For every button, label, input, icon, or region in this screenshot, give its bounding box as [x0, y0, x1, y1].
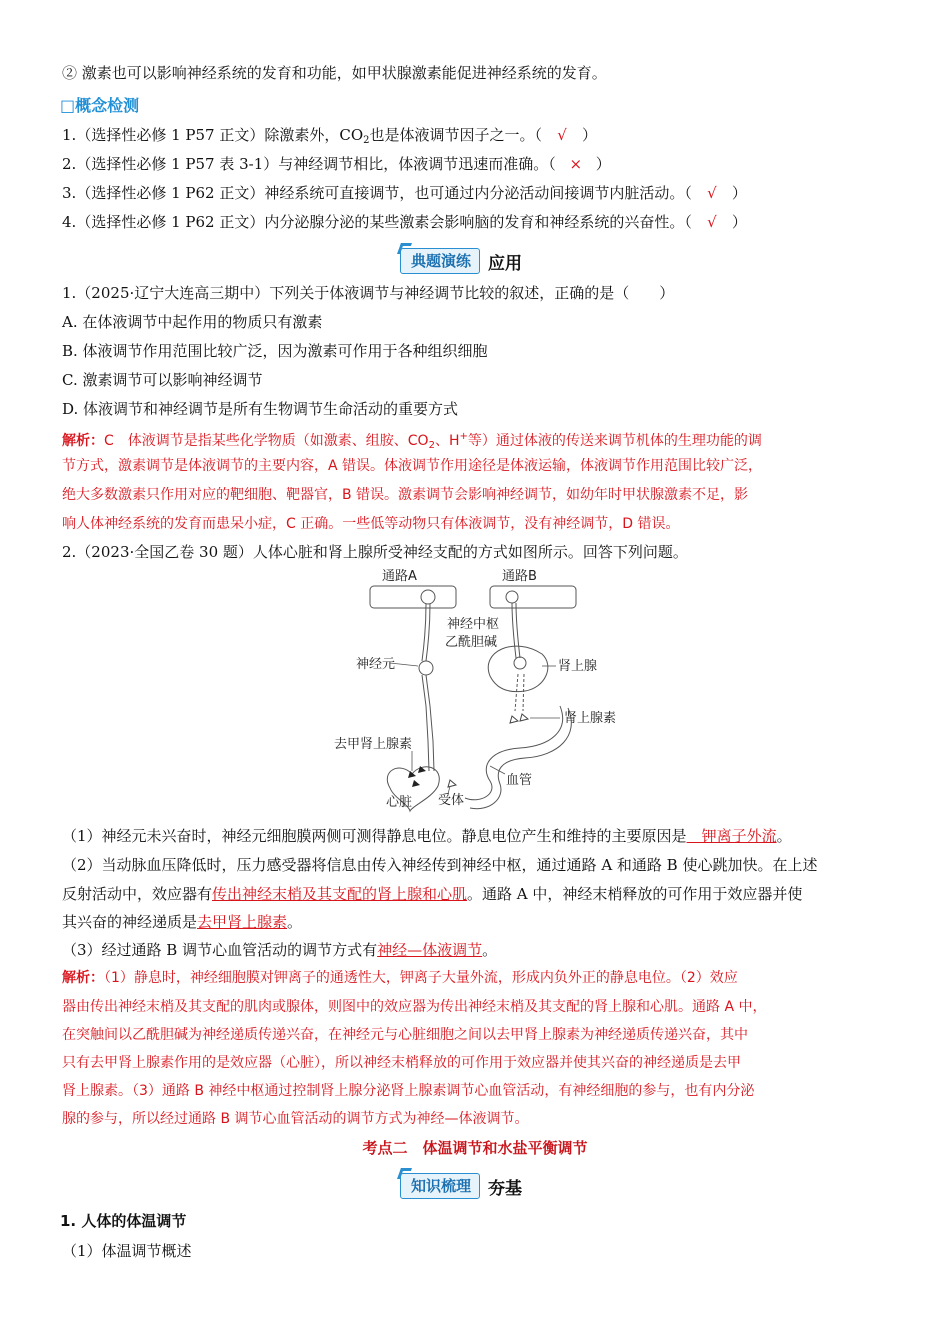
q2-analysis-line-3: 在突触间以乙酰胆碱为神经递质传递兴奋，在神经元与心脏细胞之间以去甲肾上腺素为神经递质传递兴奋，其中: [62, 1027, 748, 1043]
neuron-body: [419, 661, 433, 675]
label-path-a: 通路A: [382, 569, 417, 584]
check-mark: √: [707, 213, 717, 231]
label-vessel: 血管: [506, 773, 533, 788]
concept-check-heading: □概念检测: [60, 96, 140, 115]
q2-sub1: （1）神经元未兴奋时，神经元细胞膜两侧可测得静息电位。静息电位产生和维持的主要原因是 钾离子外流。: [62, 827, 792, 845]
answer-blank: 钾离子外流: [686, 827, 777, 845]
concept-item-2: 2.（选择性必修 1 P57 表 3-1）与神经调节相比，体液调节迅速而准确。（ × ）: [62, 155, 611, 173]
q1-analysis-line-1: 解析：C 体液调节是指某些化学物质（如激素、组胺、$CO_2$、H+等）通过体液的传送来调节机体的生理功能的调: [62, 431, 762, 451]
analysis-label: 解析：: [62, 970, 104, 986]
checkbox-icon: □: [60, 96, 76, 115]
q1-analysis-line-4: 响人体神经系统的发育而患呆小症，C 正确。一些低等动物只有体液调节，没有神经调节，D 错误。: [62, 516, 680, 532]
label-ach: 乙酰胆碱: [445, 635, 498, 650]
answer-blank: 传出神经末梢及其支配的肾上腺和心肌: [212, 885, 468, 903]
section-badge-knowledge: 知识梳理 夯基: [400, 1171, 522, 1201]
concept-item-1: 1.（选择性必修 1 P57 正文）除激素外，$CO_2$也是体液调节因子之一。（ √ ）: [62, 126, 598, 146]
section-badge-practice: 典题演练 应用: [400, 246, 522, 276]
path-a-cell: [421, 590, 435, 604]
heading-temperature-regulation: 1. 人体的体温调节: [60, 1212, 187, 1230]
section-title-kaodian: 考点二 体温调节和水盐平衡调节: [362, 1139, 588, 1157]
q2-analysis-line-5: 肾上腺素。（3）通路 B 神经中枢通过控制肾上腺分泌肾上腺素调节心血管活动，有神经细胞的参与，也有内分泌: [62, 1083, 755, 1099]
q2-analysis-line-6: 腺的参与，所以经过通路 B 调节心血管活动的调节方式为神经—体液调节。: [62, 1111, 529, 1127]
concept-item-4: 4.（选择性必修 1 P62 正文）内分泌腺分泌的某些激素会影响脑的发育和神经系统的兴奋性。（ √ ）: [62, 213, 747, 231]
path-b-axon: [512, 603, 516, 658]
check-mark: √: [557, 126, 567, 144]
path-b-box: [490, 586, 576, 608]
label-path-b: 通路B: [502, 569, 537, 584]
check-mark: √: [707, 184, 717, 202]
q1-analysis-line-3: 绝大多数激素只作用对应的靶细胞、靶器官，B 错误。激素调节会影响神经调节，如幼年时甲状腺激素不足，影: [62, 487, 749, 503]
q1-stem: 1.（2025·辽宁大连高三期中）下列关于体液调节与神经调节比较的叙述，正确的是（ ）: [62, 284, 675, 302]
q2-stem: 2.（2023·全国乙卷 30 题）人体心脏和肾上腺所受神经支配的方式如图所示。回答下列问题。: [62, 543, 688, 561]
label-noradrenaline: 去甲肾上腺素: [334, 737, 413, 752]
label-neuron: 神经元: [356, 657, 396, 672]
q1-analysis-line-2: 节方式，激素调节是体液调节的主要内容，A 错误。体液调节作用途径是体液运输，体液调节作用范围比较广泛，: [62, 458, 763, 474]
label-receptor: 受体: [438, 793, 465, 808]
answer-blank: 神经—体液调节: [377, 941, 483, 959]
analysis-label: 解析：: [62, 433, 104, 449]
path-a-box: [370, 586, 456, 608]
q2-sub2-line-3: 其兴奋的神经递质是去甲肾上腺素。: [62, 913, 303, 931]
q1-option-a: A. 在体液调节中起作用的物质只有激素: [62, 313, 323, 331]
q2-analysis-line-2: 器由传出神经末梢及其支配的肌肉或腺体，则图中的效应器为传出神经末梢及其支配的肾上腺和心肌。通路 A 中，: [62, 999, 767, 1015]
q1-option-d: D. 体液调节和神经调节是所有生物调节生命活动的重要方式: [62, 400, 459, 418]
q2-sub2-line-2: 反射活动中，效应器有传出神经末梢及其支配的肾上腺和心肌。通路 A 中，神经末梢释放的可作用于效应器并使: [62, 885, 803, 903]
subheading-temperature-overview: （1）体温调节概述: [62, 1242, 192, 1260]
q2-analysis-line-4: 只有去甲肾上腺素作用的是效应器（心脏），所以神经末梢释放的可作用于效应器并使其兴奋的神经递质是去甲: [62, 1055, 741, 1071]
intro-line: ② 激素也可以影响神经系统的发育和功能，如甲状腺激素能促进神经系统的发育。: [62, 64, 607, 82]
nerve-diagram: [330, 566, 630, 814]
path-a-axon: [422, 604, 426, 661]
label-adrenal: 肾上腺: [558, 659, 598, 674]
q1-option-b: B. 体液调节作用范围比较广泛，因为激素可作用于各种组织细胞: [62, 342, 488, 360]
q2-sub3: （3）经过通路 B 调节心血管活动的调节方式有神经—体液调节。: [62, 941, 498, 959]
q1-option-c: C. 激素调节可以影响神经调节: [62, 371, 263, 389]
path-b-cell: [506, 591, 518, 603]
q2-analysis-line-1: 解析：（1）静息时，神经细胞膜对钾离子的通透性大，钾离子大量外流，形成内负外正的静息电位。（2）效应: [62, 970, 738, 986]
q2-sub2-line-1: （2）当动脉血压降低时，压力感受器将信息由传入神经传到神经中枢，通过通路 A 和通路 B 使心跳加快。在上述: [62, 856, 818, 874]
answer-blank: 去甲肾上腺素: [197, 913, 288, 931]
cross-mark: ×: [569, 155, 583, 173]
label-adrenaline: 肾上腺素: [564, 711, 617, 726]
label-center: 神经中枢: [447, 617, 500, 632]
label-heart: 心脏: [386, 795, 413, 810]
concept-item-3: 3.（选择性必修 1 P62 正文）神经系统可直接调节，也可通过内分泌活动间接调节内脏活动。（ √ ）: [62, 184, 747, 202]
